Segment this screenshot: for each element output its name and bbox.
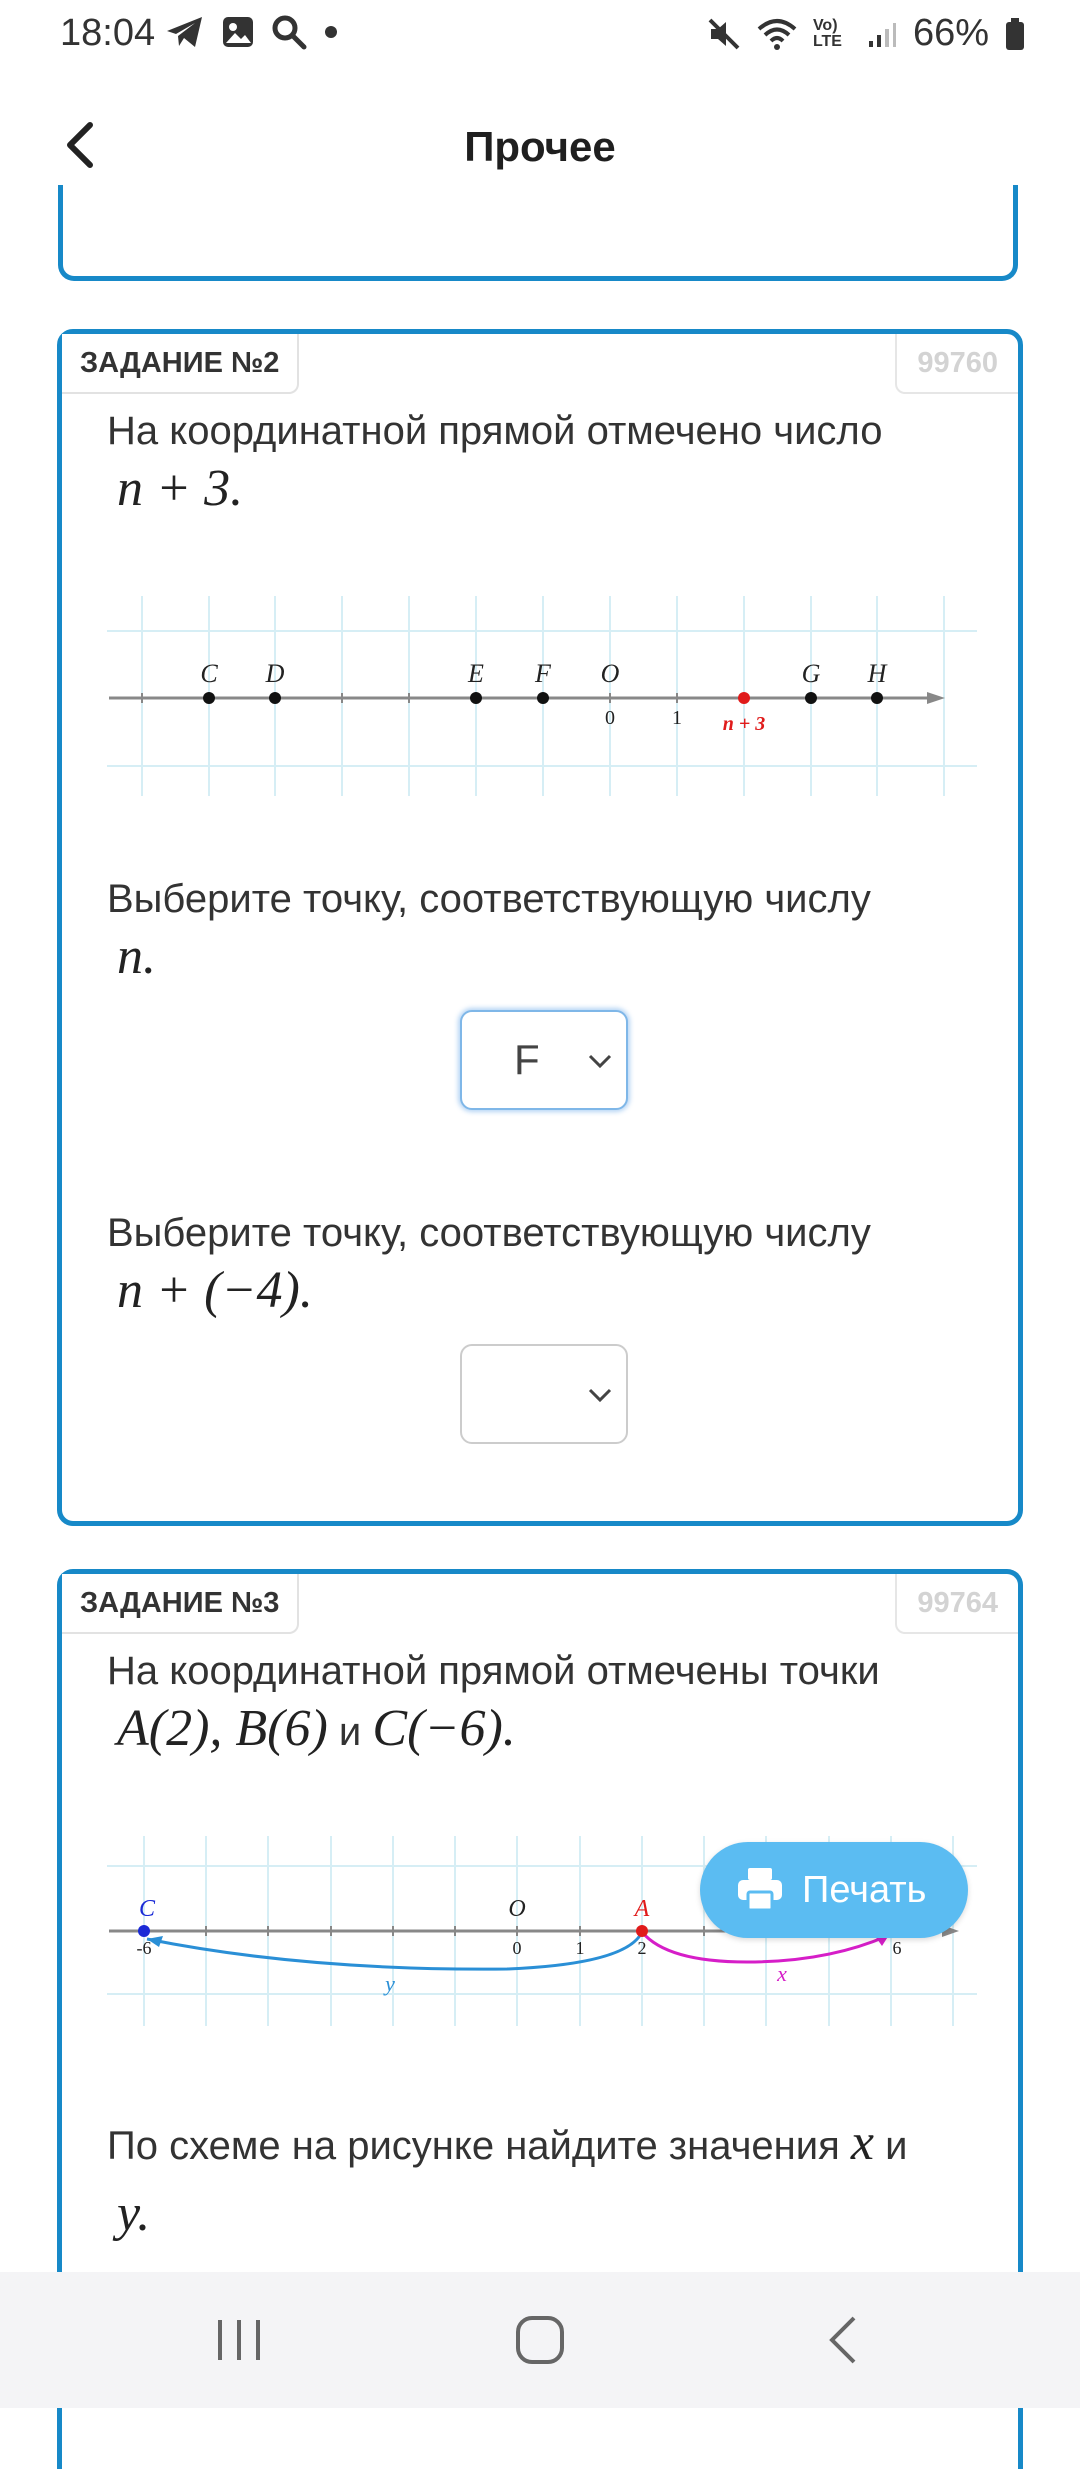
battery-percent: 66% (912, 12, 989, 54)
label-a: A (634, 1896, 650, 1922)
recents-icon[interactable] (214, 2312, 264, 2368)
intro-text: На координатной прямой отмечены точки (107, 1649, 880, 1693)
tick-label-1: 1 (575, 1938, 585, 1958)
point-f (537, 692, 549, 704)
question-1 (107, 870, 871, 986)
label-g: G (801, 659, 821, 688)
task-id: 99764 (895, 1574, 1018, 1634)
point-h (871, 692, 883, 704)
tick-label-neg6: -6 (136, 1938, 152, 1958)
chevron-down-icon (586, 1047, 614, 1075)
system-status (707, 12, 1025, 55)
chevron-down-icon (586, 1381, 614, 1409)
question-2 (107, 1204, 871, 1320)
tick-label-6: 6 (892, 1938, 902, 1958)
tick-label-0: 0 (512, 1938, 522, 1958)
label-f: F (535, 659, 551, 688)
task-intro (107, 402, 882, 518)
point-c (138, 1925, 150, 1937)
lte-label: Vo) LTE (812, 16, 842, 50)
system-nav-bar (0, 2272, 1080, 2408)
signal-icon (867, 19, 897, 49)
question-1-text: Выберите точку, соответствующую числу (107, 877, 871, 921)
tick-label-2: 2 (637, 1938, 647, 1958)
marked-label: n + 3 (722, 713, 766, 735)
intro-conj: и (338, 1710, 362, 1754)
home-icon[interactable] (512, 2312, 568, 2368)
print-button[interactable] (700, 1842, 968, 1938)
question-1-math: n. (117, 928, 156, 985)
label-d: D (265, 659, 285, 688)
search-icon (271, 14, 307, 50)
printer-icon (736, 1866, 784, 1912)
question-2-text: Выберите точку, соответствующую числу (107, 1211, 871, 1255)
number-line-figure (107, 596, 977, 806)
label-o: O (600, 659, 620, 688)
label-h: H (867, 659, 887, 688)
arc-label-y: y (385, 1971, 395, 1996)
battery-icon (1005, 17, 1025, 51)
point-marked (738, 692, 750, 704)
dot-icon (323, 24, 339, 40)
tick-label-0: 0 (605, 707, 615, 729)
notification-icons (165, 14, 339, 50)
page-title: Прочее (464, 123, 616, 170)
question-2-math: n + (−4). (117, 1262, 313, 1319)
answer-select-1[interactable] (460, 1010, 628, 1110)
arc-y (147, 1932, 642, 1969)
answer-select-2[interactable] (460, 1344, 628, 1444)
mute-icon (707, 17, 741, 51)
label-o: O (508, 1896, 526, 1922)
label-c: C (138, 1896, 156, 1922)
back-icon[interactable] (820, 2312, 870, 2368)
intro-math-b: C(−6). (372, 1700, 516, 1757)
task-number-tag: ЗАДАНИЕ №2 (62, 334, 299, 394)
point-a (636, 1925, 648, 1937)
task-card-2 (57, 329, 1023, 1526)
question-and: и (885, 2124, 908, 2168)
question (107, 2114, 907, 2243)
intro-text: На координатной прямой отмечено число (107, 409, 883, 453)
gallery-icon (221, 15, 255, 49)
intro-math: n + 3. (117, 460, 244, 517)
question-line (107, 2114, 907, 2175)
select-1-value: F (514, 1036, 540, 1083)
axis-arrow (927, 692, 945, 704)
label-c: C (200, 659, 218, 688)
point-g (805, 692, 817, 704)
telegram-icon (165, 15, 205, 49)
intro-math-a: A(2), B(6) (117, 1700, 328, 1757)
tick-label-1: 1 (672, 707, 682, 729)
question-text: По схеме на рисунке найдите значения (107, 2124, 840, 2168)
point-c (203, 692, 215, 704)
status-time: 18:04 (60, 12, 156, 54)
question-y: y. (117, 2185, 151, 2242)
wifi-icon (757, 17, 797, 51)
task-id: 99760 (895, 334, 1018, 394)
arc-label-x: x (777, 1961, 787, 1986)
task-number-tag: ЗАДАНИЕ №3 (62, 1574, 299, 1634)
task-intro (107, 1642, 880, 1761)
status-bar (0, 0, 1080, 70)
point-d (269, 692, 281, 704)
question-x: x (850, 2114, 874, 2171)
print-label: Печать (802, 1869, 927, 1911)
label-e: E (468, 659, 484, 688)
point-e (470, 692, 482, 704)
previous-task-card (58, 185, 1018, 281)
intro-math-line (117, 1700, 880, 1761)
